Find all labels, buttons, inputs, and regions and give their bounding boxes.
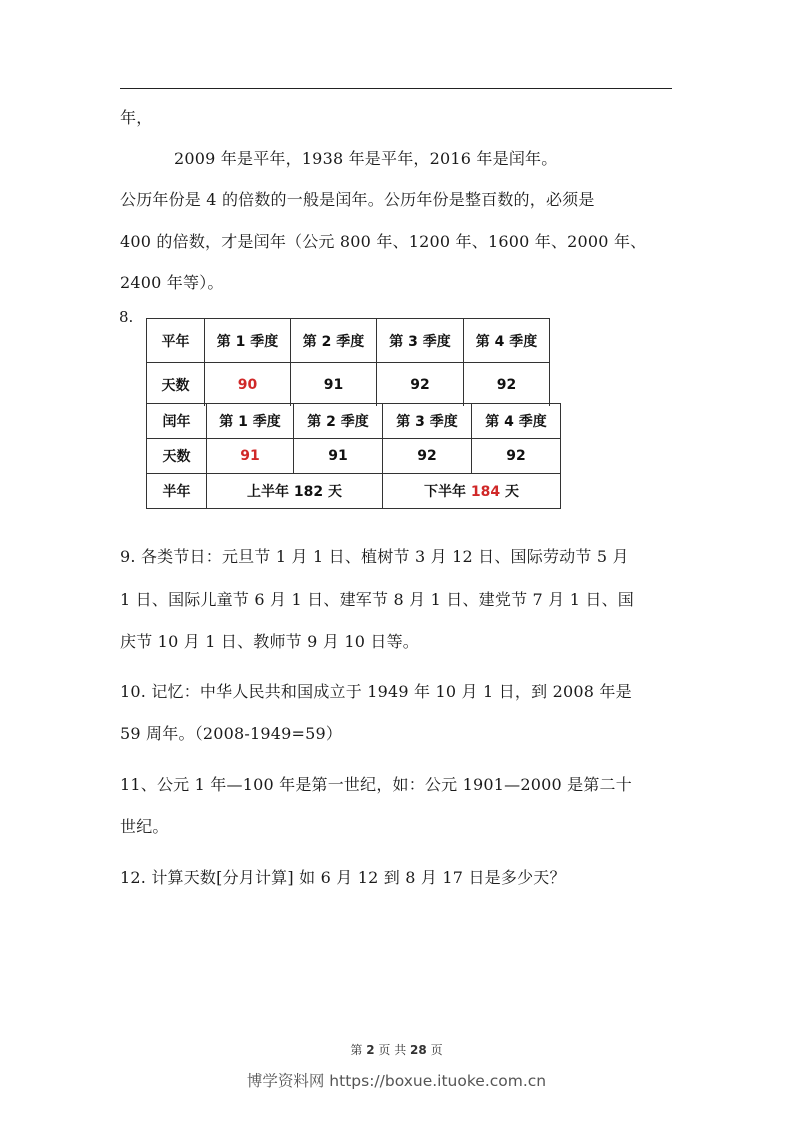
label-text: 天 — [323, 484, 342, 500]
table-cell: 第 4 季度 — [464, 319, 550, 363]
table-cell: 第 1 季度 — [205, 319, 291, 363]
table-cell: 第 2 季度 — [294, 404, 383, 439]
table-cell: 92 — [383, 439, 472, 474]
table-cell: 91 — [291, 363, 377, 407]
text-line: 2009 年是平年，1938 年是平年，2016 年是闰年。 — [174, 149, 558, 168]
table-header-row — [147, 319, 550, 363]
text-line: 公历年份是 4 的倍数的一般是闰年。公历年份是整百数的，必须是 — [120, 190, 595, 209]
table-cell: 闰年 — [147, 404, 207, 439]
table-cell: 第 3 季度 — [377, 319, 464, 363]
second-half-days: 184 — [470, 484, 501, 500]
text-line: 11、公元 1 年—100 年是第一世纪，如：公元 1901—2000 是第二十 — [120, 775, 632, 794]
table-cell: 92 — [472, 439, 561, 474]
table-cell: 半年 — [147, 474, 207, 509]
leap-year-quarter-table — [146, 403, 561, 509]
label-text: 第 — [350, 1043, 367, 1057]
table-cell: 第 4 季度 — [472, 404, 561, 439]
table-cell: 天数 — [147, 439, 207, 474]
text-line: 12. 计算天数[分月计算] 如 6 月 12 到 8 月 17 日是多少天？ — [120, 868, 566, 887]
label-text: 上半年 — [247, 484, 294, 500]
total-pages: 28 — [410, 1043, 427, 1057]
text-line: 2400 年等）。 — [120, 273, 224, 292]
label-text: 天 — [500, 484, 519, 500]
text-line: 400 的倍数，才是闰年（公元 800 年、1200 年、1600 年、2000 年、 — [120, 232, 647, 251]
table-cell: 第 1 季度 — [207, 404, 294, 439]
second-half-cell — [383, 474, 561, 509]
table-cell: 92 — [464, 363, 550, 407]
label-text: 页 共 — [374, 1043, 411, 1057]
table-row — [147, 439, 561, 474]
site-watermark: 博学资料网 https://boxue.ituoke.com.cn — [246, 1072, 547, 1090]
table-row — [147, 363, 550, 407]
common-year-quarter-table — [146, 318, 550, 406]
first-half-days: 182 — [293, 484, 324, 500]
header-rule — [120, 88, 672, 89]
text-line: 世纪。 — [120, 817, 169, 836]
page-number — [0, 1041, 793, 1058]
item-number-8: 8. — [119, 308, 134, 326]
table-cell-highlight: 90 — [205, 363, 291, 407]
table-cell: 第 3 季度 — [383, 404, 472, 439]
label-text: 下半年 — [424, 484, 471, 500]
table-cell: 天数 — [147, 363, 205, 407]
first-half-cell — [207, 474, 383, 509]
table-cell: 91 — [294, 439, 383, 474]
text-line: 年， — [120, 108, 153, 127]
table-cell-highlight: 91 — [207, 439, 294, 474]
current-page: 2 — [366, 1043, 375, 1057]
label-text: 页 — [426, 1043, 443, 1057]
table-cell: 92 — [377, 363, 464, 407]
text-line: 59 周年。（2008-1949=59） — [120, 724, 343, 743]
text-line: 1 日、国际儿童节 6 月 1 日、建军节 8 月 1 日、建党节 7 月 1 日、国 — [120, 590, 634, 609]
text-line: 9. 各类节日：元旦节 1 月 1 日、植树节 3 月 12 日、国际劳动节 5 月 — [120, 547, 629, 566]
table-cell: 第 2 季度 — [291, 319, 377, 363]
text-line: 庆节 10 月 1 日、教师节 9 月 10 日等。 — [120, 632, 419, 651]
text-line: 10. 记忆：中华人民共和国成立于 1949 年 10 月 1 日，到 2008 年是 — [120, 682, 632, 701]
table-row-half-year — [147, 474, 561, 509]
table-header-row — [147, 404, 561, 439]
table-cell: 平年 — [147, 319, 205, 363]
